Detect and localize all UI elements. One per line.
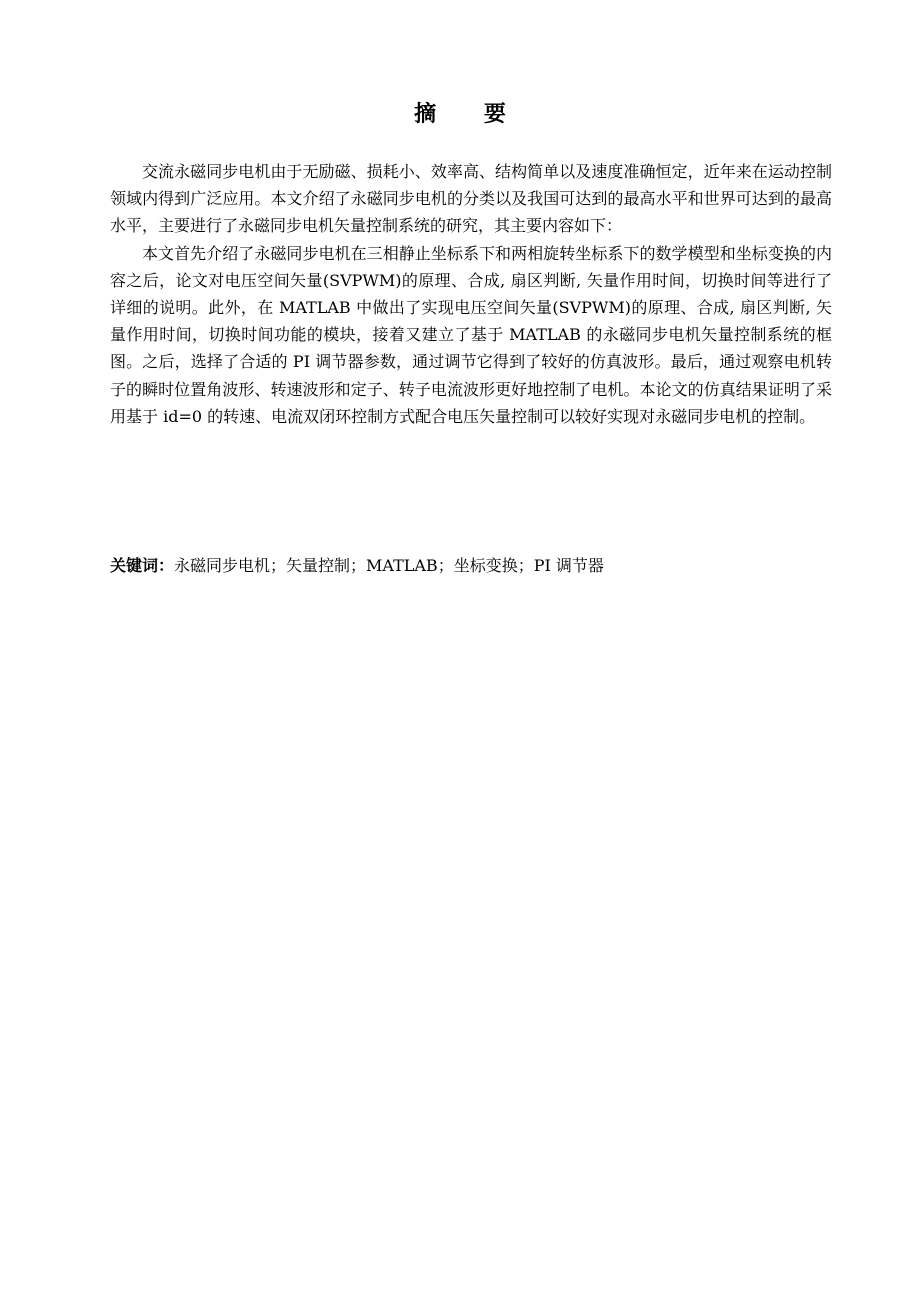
abstract-paragraph-2: 本文首先介绍了永磁同步电机在三相静止坐标系下和两相旋转坐标系下的数学模型和坐标变换的内容之后，论文对电压空间矢量(SVPWM)的原理、合成, 扇区判断, 矢量作用时间，切换时间等进行了详细的说明。此外，在 MATLAB 中做出了实现电压空间矢量(SVPWM)的原理、合成, 扇区判断, 矢量作用时间，切换时间功能的模块，接着又建立了基于 MATLAB 的永磁同步电机矢量控制系统的框图。之后，选择了合适的 PI 调节器参数，通过调节它得到了较好的仿真波形。最后，通过观察电机转子的瞬时位置角波形、转速波形和定子、转子电流波形更好地控制了电机。本论文的仿真结果证明了采用基于 id=0 的转速、电流双闭环控制方式配合电压矢量控制可以较好实现对永磁同步电机的控制。 [110,243,832,426]
keywords-value: 永磁同步电机；矢量控制；MATLAB；坐标变换；PI 调节器 [174,556,604,575]
keywords-label: 关键词： [110,556,175,575]
abstract-paragraph-1: 交流永磁同步电机由于无励磁、损耗小、效率高、结构简单以及速度准确恒定，近年来在运动控制领域内得到广泛应用。本文介绍了永磁同步电机的分类以及我国可达到的最高水平和世界可达到的最高水平，主要进行了永磁同步电机矢量控制系统的研究，其主要内容如下： [110,162,832,236]
abstract-body [110,158,832,430]
page-title: 摘 要 [414,102,526,127]
keywords-line [110,552,832,579]
